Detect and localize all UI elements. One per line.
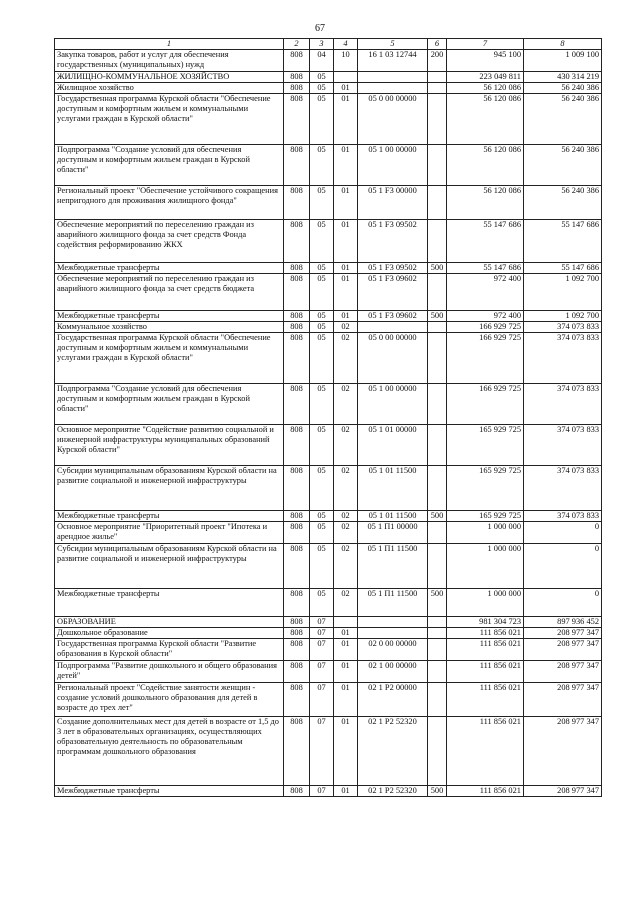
table-row — [55, 311, 602, 322]
row-name: ЖИЛИЩНО-КОММУНАЛЬНОЕ ХОЗЯЙСТВО — [55, 72, 284, 83]
amount-year-2: 56 240 386 — [524, 145, 602, 186]
amount-year-1: 165 929 725 — [447, 511, 524, 522]
expense-type-code: 500 — [428, 511, 447, 522]
chapter-code: 808 — [284, 83, 310, 94]
table-row — [55, 220, 602, 263]
subsection-code: 02 — [334, 322, 358, 333]
chapter-code: 808 — [284, 639, 310, 661]
expense-type-code: 500 — [428, 786, 447, 797]
amount-year-1: 55 147 686 — [447, 220, 524, 263]
amount-year-2: 0 — [524, 544, 602, 589]
row-name: Межбюджетные трансферты — [55, 511, 284, 522]
row-name: Субсидии муниципальным образованиям Курской области на развитие социальной и инженерной инфраструктуры — [55, 466, 284, 511]
row-name: Подпрограмма "Создание условий для обеспечения доступным и комфортным жильем граждан в Курской области" — [55, 145, 284, 186]
expense-type-code — [428, 83, 447, 94]
table-header-row — [55, 39, 602, 50]
expense-type-code — [428, 639, 447, 661]
row-name: Дошкольное образование — [55, 628, 284, 639]
amount-year-1: 56 120 086 — [447, 145, 524, 186]
target-article-code: 05 1 01 11500 — [358, 511, 428, 522]
amount-year-1: 972 400 — [447, 311, 524, 322]
expense-type-code: 200 — [428, 50, 447, 72]
target-article-code: 05 1 F3 09602 — [358, 311, 428, 322]
amount-year-2: 374 073 833 — [524, 333, 602, 384]
target-article-code: 05 1 П1 00000 — [358, 522, 428, 544]
section-code: 07 — [310, 661, 334, 683]
target-article-code: 05 1 01 11500 — [358, 466, 428, 511]
table-row — [55, 717, 602, 786]
row-name: Государственная программа Курской области "Развитие образования в Курской области" — [55, 639, 284, 661]
expense-type-code — [428, 617, 447, 628]
table-row — [55, 786, 602, 797]
amount-year-2: 56 240 386 — [524, 83, 602, 94]
row-name: Жилищное хозяйство — [55, 83, 284, 94]
target-article-code: 05 1 F3 09502 — [358, 220, 428, 263]
section-code: 05 — [310, 522, 334, 544]
section-code: 05 — [310, 94, 334, 145]
amount-year-1: 166 929 725 — [447, 322, 524, 333]
expense-type-code — [428, 72, 447, 83]
chapter-code: 808 — [284, 425, 310, 466]
amount-year-1: 111 856 021 — [447, 786, 524, 797]
row-name: Коммунальное хозяйство — [55, 322, 284, 333]
table-row — [55, 628, 602, 639]
expense-type-code — [428, 333, 447, 384]
amount-year-1: 56 120 086 — [447, 83, 524, 94]
row-name: Закупка товаров, работ и услуг для обеспечения государственных (муниципальных) нужд — [55, 50, 284, 72]
amount-year-2: 374 073 833 — [524, 466, 602, 511]
expense-type-code — [428, 466, 447, 511]
chapter-code: 808 — [284, 274, 310, 311]
expense-type-code — [428, 544, 447, 589]
subsection-code: 01 — [334, 186, 358, 220]
section-code: 05 — [310, 425, 334, 466]
row-name: Подпрограмма "Развитие дошкольного и общего образования детей" — [55, 661, 284, 683]
chapter-code: 808 — [284, 333, 310, 384]
target-article-code: 05 1 П1 11500 — [358, 544, 428, 589]
expense-type-code — [428, 661, 447, 683]
target-article-code — [358, 83, 428, 94]
page-number: 67 — [315, 23, 325, 34]
table-row — [55, 661, 602, 683]
section-code: 07 — [310, 639, 334, 661]
chapter-code: 808 — [284, 384, 310, 425]
amount-year-1: 981 304 723 — [447, 617, 524, 628]
amount-year-2: 208 977 347 — [524, 661, 602, 683]
target-article-code: 02 1 P2 00000 — [358, 683, 428, 717]
column-header: 4 — [334, 39, 358, 50]
subsection-code: 01 — [334, 220, 358, 263]
row-name: Субсидии муниципальным образованиям Курской области на развитие социальной и инженерной инфраструктуры — [55, 544, 284, 589]
subsection-code: 10 — [334, 50, 358, 72]
row-name: Обеспечение мероприятий по переселению граждан из аварийного жилищного фонда за счет средств бюджета — [55, 274, 284, 311]
amount-year-1: 111 856 021 — [447, 639, 524, 661]
target-article-code: 02 0 00 00000 — [358, 639, 428, 661]
section-code: 05 — [310, 311, 334, 322]
section-code: 05 — [310, 145, 334, 186]
section-code: 07 — [310, 683, 334, 717]
row-name: Создание дополнительных мест для детей в возрасте от 1,5 до 3 лет в образовательных организациях, осуществляющих образовательную деятельность по образовательным программам дошкольного образования — [55, 717, 284, 786]
section-code: 04 — [310, 50, 334, 72]
expense-type-code — [428, 628, 447, 639]
section-code: 05 — [310, 83, 334, 94]
chapter-code: 808 — [284, 186, 310, 220]
section-code: 05 — [310, 333, 334, 384]
subsection-code: 01 — [334, 786, 358, 797]
column-header: 8 — [524, 39, 602, 50]
subsection-code: 01 — [334, 661, 358, 683]
amount-year-1: 111 856 021 — [447, 628, 524, 639]
section-code: 07 — [310, 717, 334, 786]
table-row — [55, 322, 602, 333]
row-name: Региональный проект "Содействие занятости женщин - создание условий дошкольного образования для детей в возрасте до трех лет" — [55, 683, 284, 717]
amount-year-1: 111 856 021 — [447, 661, 524, 683]
chapter-code: 808 — [284, 786, 310, 797]
table-row — [55, 83, 602, 94]
chapter-code: 808 — [284, 220, 310, 263]
amount-year-1: 1 000 000 — [447, 589, 524, 617]
amount-year-1: 1 000 000 — [447, 544, 524, 589]
expense-type-code — [428, 683, 447, 717]
subsection-code: 01 — [334, 274, 358, 311]
amount-year-2: 208 977 347 — [524, 639, 602, 661]
row-name: Межбюджетные трансферты — [55, 786, 284, 797]
column-header: 7 — [447, 39, 524, 50]
subsection-code: 02 — [334, 511, 358, 522]
expense-type-code — [428, 94, 447, 145]
amount-year-1: 111 856 021 — [447, 717, 524, 786]
amount-year-2: 430 314 219 — [524, 72, 602, 83]
chapter-code: 808 — [284, 94, 310, 145]
expense-type-code: 500 — [428, 263, 447, 274]
target-article-code: 16 1 03 12744 — [358, 50, 428, 72]
row-name: Межбюджетные трансферты — [55, 263, 284, 274]
row-name: Региональный проект "Обеспечение устойчивого сокращения непригодного для проживания жилищного фонда" — [55, 186, 284, 220]
chapter-code: 808 — [284, 50, 310, 72]
amount-year-2: 55 147 686 — [524, 220, 602, 263]
amount-year-2: 0 — [524, 522, 602, 544]
chapter-code: 808 — [284, 617, 310, 628]
amount-year-2: 208 977 347 — [524, 717, 602, 786]
table-row — [55, 50, 602, 72]
chapter-code: 808 — [284, 511, 310, 522]
row-name: Межбюджетные трансферты — [55, 589, 284, 617]
table-row — [55, 94, 602, 145]
expense-type-code — [428, 322, 447, 333]
row-name: Государственная программа Курской области "Обеспечение доступным и комфортным жильем и коммунальными услугами граждан в Курской области" — [55, 333, 284, 384]
amount-year-1: 166 929 725 — [447, 333, 524, 384]
table-row — [55, 263, 602, 274]
section-code: 05 — [310, 322, 334, 333]
column-header: 2 — [284, 39, 310, 50]
row-name: Государственная программа Курской области "Обеспечение доступным и комфортным жильем и коммунальными услугами граждан в Курской области" — [55, 94, 284, 145]
target-article-code — [358, 617, 428, 628]
amount-year-2: 1 092 700 — [524, 311, 602, 322]
section-code: 05 — [310, 466, 334, 511]
amount-year-2: 897 936 452 — [524, 617, 602, 628]
chapter-code: 808 — [284, 263, 310, 274]
chapter-code: 808 — [284, 72, 310, 83]
subsection-code: 01 — [334, 145, 358, 186]
amount-year-2: 374 073 833 — [524, 384, 602, 425]
amount-year-1: 165 929 725 — [447, 466, 524, 511]
amount-year-1: 166 929 725 — [447, 384, 524, 425]
chapter-code: 808 — [284, 311, 310, 322]
target-article-code: 05 1 00 00000 — [358, 384, 428, 425]
amount-year-1: 972 400 — [447, 274, 524, 311]
budget-table — [54, 38, 602, 797]
table-row — [55, 333, 602, 384]
amount-year-2: 0 — [524, 589, 602, 617]
subsection-code: 01 — [334, 94, 358, 145]
section-code: 05 — [310, 274, 334, 311]
expense-type-code — [428, 425, 447, 466]
target-article-code: 05 1 П1 11500 — [358, 589, 428, 617]
column-header: 6 — [428, 39, 447, 50]
amount-year-2: 374 073 833 — [524, 511, 602, 522]
chapter-code: 808 — [284, 589, 310, 617]
chapter-code: 808 — [284, 145, 310, 186]
expense-type-code: 500 — [428, 311, 447, 322]
target-article-code: 05 1 F3 09502 — [358, 263, 428, 274]
table-row — [55, 186, 602, 220]
expense-type-code: 500 — [428, 589, 447, 617]
row-name: Основное мероприятие "Содействие развитию социальной и инженерной инфраструктуры муниципальных образований Курской области" — [55, 425, 284, 466]
row-name: ОБРАЗОВАНИЕ — [55, 617, 284, 628]
amount-year-1: 223 049 811 — [447, 72, 524, 83]
target-article-code: 05 1 F3 00000 — [358, 186, 428, 220]
table-row — [55, 72, 602, 83]
amount-year-1: 56 120 086 — [447, 186, 524, 220]
table-row — [55, 683, 602, 717]
section-code: 05 — [310, 186, 334, 220]
section-code: 05 — [310, 544, 334, 589]
target-article-code: 05 1 00 00000 — [358, 145, 428, 186]
table-row — [55, 274, 602, 311]
table-row — [55, 384, 602, 425]
row-name: Обеспечение мероприятий по переселению граждан из аварийного жилищного фонда за счет средств Фонда содействия реформированию ЖКХ — [55, 220, 284, 263]
section-code: 05 — [310, 511, 334, 522]
chapter-code: 808 — [284, 683, 310, 717]
subsection-code: 02 — [334, 384, 358, 425]
target-article-code: 02 1 00 00000 — [358, 661, 428, 683]
amount-year-2: 208 977 347 — [524, 786, 602, 797]
subsection-code: 01 — [334, 717, 358, 786]
subsection-code: 01 — [334, 628, 358, 639]
chapter-code: 808 — [284, 522, 310, 544]
subsection-code: 02 — [334, 333, 358, 384]
expense-type-code — [428, 717, 447, 786]
column-header: 1 — [55, 39, 284, 50]
subsection-code: 01 — [334, 263, 358, 274]
target-article-code — [358, 72, 428, 83]
subsection-code — [334, 72, 358, 83]
table-row — [55, 425, 602, 466]
section-code: 07 — [310, 786, 334, 797]
section-code: 05 — [310, 72, 334, 83]
chapter-code: 808 — [284, 544, 310, 589]
table-row — [55, 544, 602, 589]
section-code: 07 — [310, 628, 334, 639]
subsection-code: 02 — [334, 589, 358, 617]
table-row — [55, 639, 602, 661]
row-name: Основное мероприятие "Приоритетный проект "Ипотека и арендное жилье" — [55, 522, 284, 544]
chapter-code: 808 — [284, 628, 310, 639]
chapter-code: 808 — [284, 717, 310, 786]
target-article-code: 02 1 P2 52320 — [358, 717, 428, 786]
row-name: Межбюджетные трансферты — [55, 311, 284, 322]
amount-year-1: 56 120 086 — [447, 94, 524, 145]
chapter-code: 808 — [284, 322, 310, 333]
amount-year-1: 1 000 000 — [447, 522, 524, 544]
subsection-code — [334, 617, 358, 628]
subsection-code: 02 — [334, 544, 358, 589]
section-code: 05 — [310, 589, 334, 617]
target-article-code: 05 1 F3 09602 — [358, 274, 428, 311]
subsection-code: 01 — [334, 683, 358, 717]
expense-type-code — [428, 522, 447, 544]
amount-year-2: 208 977 347 — [524, 628, 602, 639]
target-article-code — [358, 322, 428, 333]
table-row — [55, 511, 602, 522]
row-name: Подпрограмма "Создание условий для обеспечения доступным и комфортным жильем граждан в Курской области" — [55, 384, 284, 425]
target-article-code: 05 1 01 00000 — [358, 425, 428, 466]
subsection-code: 01 — [334, 83, 358, 94]
amount-year-1: 55 147 686 — [447, 263, 524, 274]
subsection-code: 02 — [334, 466, 358, 511]
subsection-code: 01 — [334, 311, 358, 322]
target-article-code — [358, 628, 428, 639]
amount-year-2: 374 073 833 — [524, 322, 602, 333]
expense-type-code — [428, 274, 447, 311]
section-code: 05 — [310, 220, 334, 263]
target-article-code: 05 0 00 00000 — [358, 94, 428, 145]
amount-year-2: 55 147 686 — [524, 263, 602, 274]
table-row — [55, 145, 602, 186]
column-header: 5 — [358, 39, 428, 50]
chapter-code: 808 — [284, 466, 310, 511]
section-code: 05 — [310, 384, 334, 425]
amount-year-2: 56 240 386 — [524, 186, 602, 220]
target-article-code: 05 0 00 00000 — [358, 333, 428, 384]
subsection-code: 02 — [334, 522, 358, 544]
subsection-code: 02 — [334, 425, 358, 466]
table-row — [55, 617, 602, 628]
table-row — [55, 466, 602, 511]
chapter-code: 808 — [284, 661, 310, 683]
subsection-code: 01 — [334, 639, 358, 661]
expense-type-code — [428, 186, 447, 220]
target-article-code: 02 1 P2 52320 — [358, 786, 428, 797]
amount-year-1: 111 856 021 — [447, 683, 524, 717]
section-code: 05 — [310, 263, 334, 274]
expense-type-code — [428, 220, 447, 263]
amount-year-1: 945 100 — [447, 50, 524, 72]
amount-year-2: 1 009 100 — [524, 50, 602, 72]
amount-year-2: 1 092 700 — [524, 274, 602, 311]
amount-year-1: 165 929 725 — [447, 425, 524, 466]
table-row — [55, 522, 602, 544]
amount-year-2: 374 073 833 — [524, 425, 602, 466]
expense-type-code — [428, 145, 447, 186]
amount-year-2: 56 240 386 — [524, 94, 602, 145]
section-code: 07 — [310, 617, 334, 628]
table-row — [55, 589, 602, 617]
column-header: 3 — [310, 39, 334, 50]
expense-type-code — [428, 384, 447, 425]
amount-year-2: 208 977 347 — [524, 683, 602, 717]
